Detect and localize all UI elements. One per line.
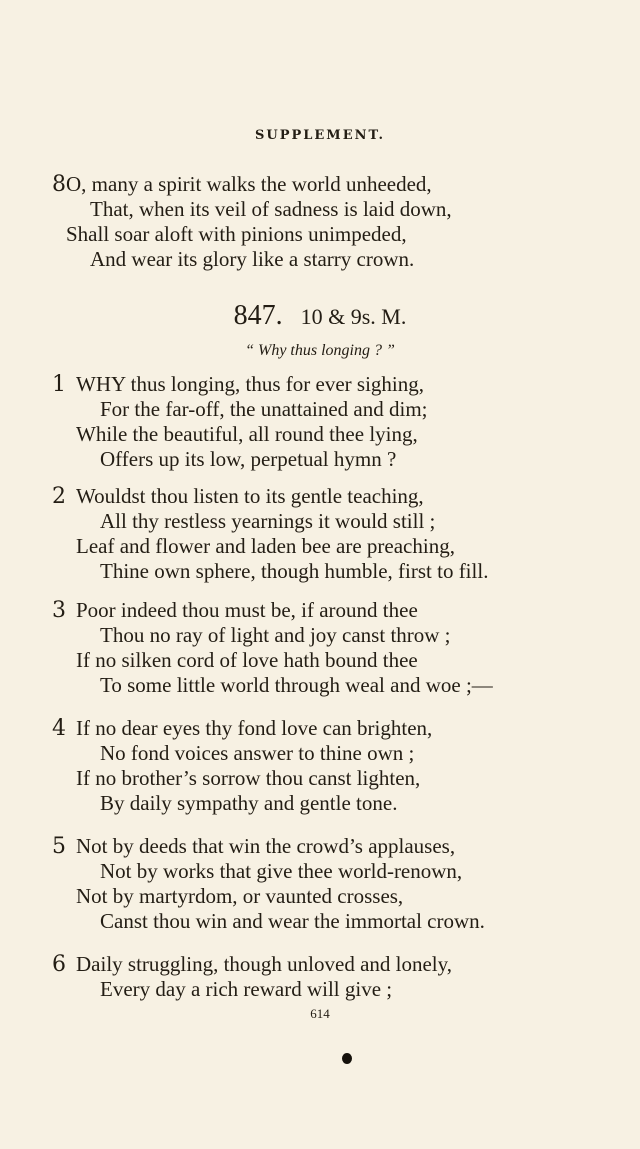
verse-line: O, many a spirit walks the world unheeded, xyxy=(66,172,432,196)
verse-line: That, when its veil of sadness is laid down, xyxy=(90,197,452,221)
verse-line: For the far-off, the unattained and dim; xyxy=(100,397,428,421)
stanza-number: 6 xyxy=(52,952,66,977)
stanza-number: 3 xyxy=(52,598,66,623)
verse-line: If no dear eyes thy fond love can brighten, xyxy=(76,716,433,740)
verse-line: All thy restless yearnings it would still ; xyxy=(100,509,436,533)
stanza-number: 8 xyxy=(52,172,66,197)
running-head: SUPPLEMENT. xyxy=(254,128,386,143)
verse-line: If no brother’s sorrow thou canst lighten, xyxy=(76,766,421,790)
verse-line: And wear its glory like a starry crown. xyxy=(90,247,415,271)
verse-line: Thou no ray of light and joy canst throw ; xyxy=(100,623,451,647)
stanza-number: 5 xyxy=(52,834,66,859)
verse-line: Shall soar aloft with pinions unimpeded, xyxy=(66,222,407,246)
stanza-number: 4 xyxy=(52,716,66,741)
hymn-heading xyxy=(0,300,640,332)
stanza-number: 2 xyxy=(52,484,66,509)
verse-line: To some little world through weal and woe ;— xyxy=(100,673,493,697)
verse-line: WHY thus longing, thus for ever sighing, xyxy=(76,372,425,396)
verse-line: No fond voices answer to thine own ; xyxy=(100,741,415,765)
verse-line: While the beautiful, all round thee lying, xyxy=(76,422,418,446)
ink-spot xyxy=(342,1053,352,1064)
verse-line: Offers up its low, perpetual hymn ? xyxy=(100,447,397,471)
verse-line: By daily sympathy and gentle tone. xyxy=(100,791,398,815)
verse-line: Not by works that give thee world-renown, xyxy=(100,859,463,883)
verse-line: Canst thou win and wear the immortal crown. xyxy=(100,909,485,933)
hymn-number: 847. xyxy=(233,300,283,331)
verse-line: Leaf and flower and laden bee are preaching, xyxy=(76,534,455,558)
verse-line: Wouldst thou listen to its gentle teaching, xyxy=(76,484,424,508)
verse-line: Every day a rich reward will give ; xyxy=(100,977,393,1001)
page-number: 614 xyxy=(310,1006,330,1021)
verse-line: Thine own sphere, though humble, first to fill. xyxy=(100,559,489,583)
hymn-subtitle: “ Why thus longing ? ” xyxy=(245,342,395,359)
hymn-meter: 10 & 9s. M. xyxy=(300,304,407,329)
stanza-number: 1 xyxy=(52,372,66,397)
verse-line: If no silken cord of love hath bound thee xyxy=(76,648,418,672)
verse-line: Not by martyrdom, or vaunted crosses, xyxy=(76,884,404,908)
verse-line: Daily struggling, though unloved and lonely, xyxy=(76,952,453,976)
verse-line: Poor indeed thou must be, if around thee xyxy=(76,598,418,622)
verse-line: Not by deeds that win the crowd’s applauses, xyxy=(76,834,456,858)
